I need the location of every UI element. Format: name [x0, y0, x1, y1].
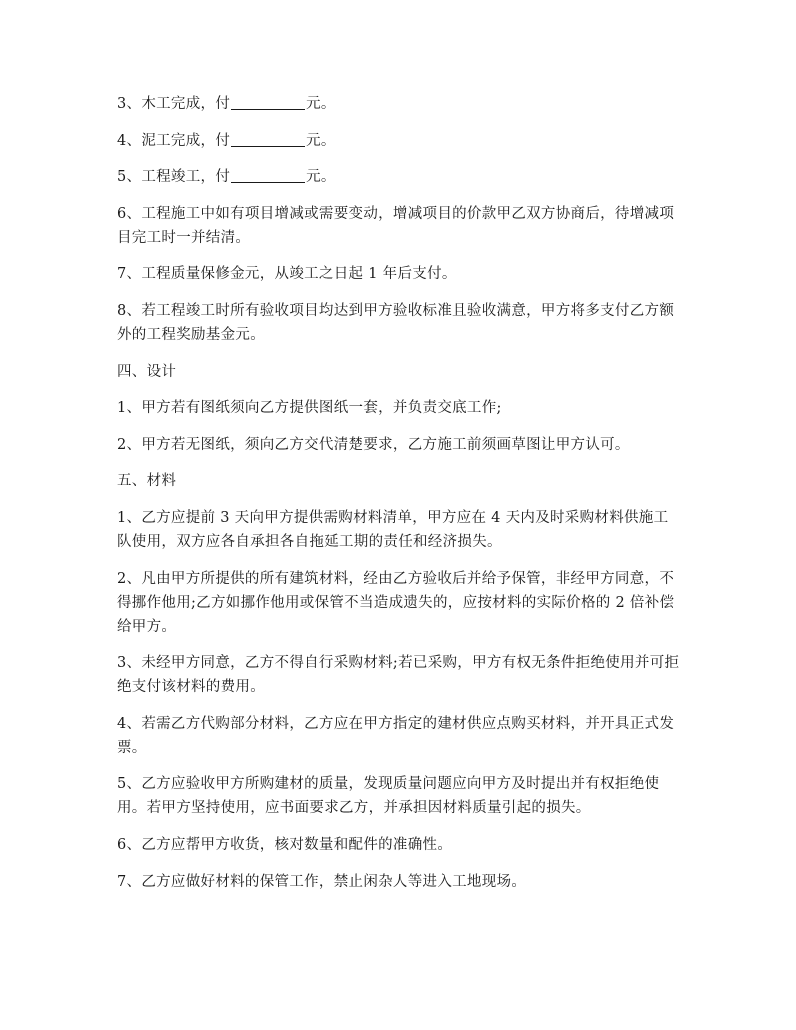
clause-text-suffix: 元。: [306, 132, 336, 149]
fill-in-blank[interactable]: [231, 168, 305, 183]
clause-paragraph: 1、乙方应提前 3 天向甲方提供需购材料清单，甲方应在 4 天内及时采购材料供施工队使用，双方应各自承担各自拖延工期的责任和经济损失。: [117, 509, 669, 550]
clause-paragraph: 6、乙方应帮甲方收货，核对数量和配件的准确性。: [117, 836, 453, 853]
clause-text: 3、木工完成，付: [117, 96, 231, 112]
clause-paragraph: [117, 92, 682, 116]
clause-paragraph: 3、未经甲方同意，乙方不得自行采购材料;若已采购，甲方有权无条件拒绝使用并可拒绝支付该材料的费用。: [117, 655, 680, 696]
clause-paragraph: 5、乙方应验收甲方所购建材的质量，发现质量问题应向甲方及时提出并有权拒绝使用。若甲方坚持使用，应书面要求乙方，并承担因材料质量引起的损失。: [117, 776, 660, 817]
clause-paragraph: 1、甲方若有图纸须向乙方提供图纸一套，并负责交底工作;: [117, 400, 502, 417]
clause-paragraph: 7、乙方应做好材料的保管工作，禁止闲杂人等进入工地现场。: [117, 873, 527, 890]
clause-paragraph: 8、若工程竣工时所有验收项目均达到甲方验收标准且验收满意，甲方将多支付乙方额外的工程奖励基金元。: [117, 302, 675, 343]
clause-text: 4、泥工完成，付: [117, 132, 231, 149]
clause-paragraph: 6、工程施工中如有项目增减或需要变动，增减项目的价款甲乙双方协商后，待增减项目完工时一并结清。: [117, 205, 675, 246]
clause-text-suffix: 元。: [306, 169, 336, 186]
clause-paragraph: 2、甲方若无图纸，须向乙方交代清楚要求，乙方施工前须画草图让甲方认可。: [117, 436, 630, 453]
clause-text: 5、工程竣工，付: [117, 169, 231, 186]
document-page: [117, 92, 682, 906]
clause-paragraph: 4、若需乙方代购部分材料，乙方应在甲方指定的建材供应点购买材料，并开具正式发票。: [117, 715, 675, 756]
clause-paragraph: 2、凡由甲方所提供的所有建筑材料，经由乙方验收后并给予保管，非经甲方同意，不得挪作他用;乙方如挪作他用或保管不当造成遗失的，应按材料的实际价格的 2 倍补偿给甲方。: [117, 570, 675, 635]
clause-paragraph: 7、工程质量保修金元，从竣工之日起 1 年后支付。: [117, 266, 457, 283]
fill-in-blank[interactable]: [231, 95, 305, 110]
section-heading-materials: 五、材料: [117, 473, 177, 490]
clause-paragraph: [117, 129, 682, 153]
section-heading-design: 四、设计: [117, 363, 177, 380]
clause-text-suffix: 元。: [306, 96, 336, 112]
clause-paragraph: [117, 165, 682, 189]
fill-in-blank[interactable]: [231, 132, 305, 147]
